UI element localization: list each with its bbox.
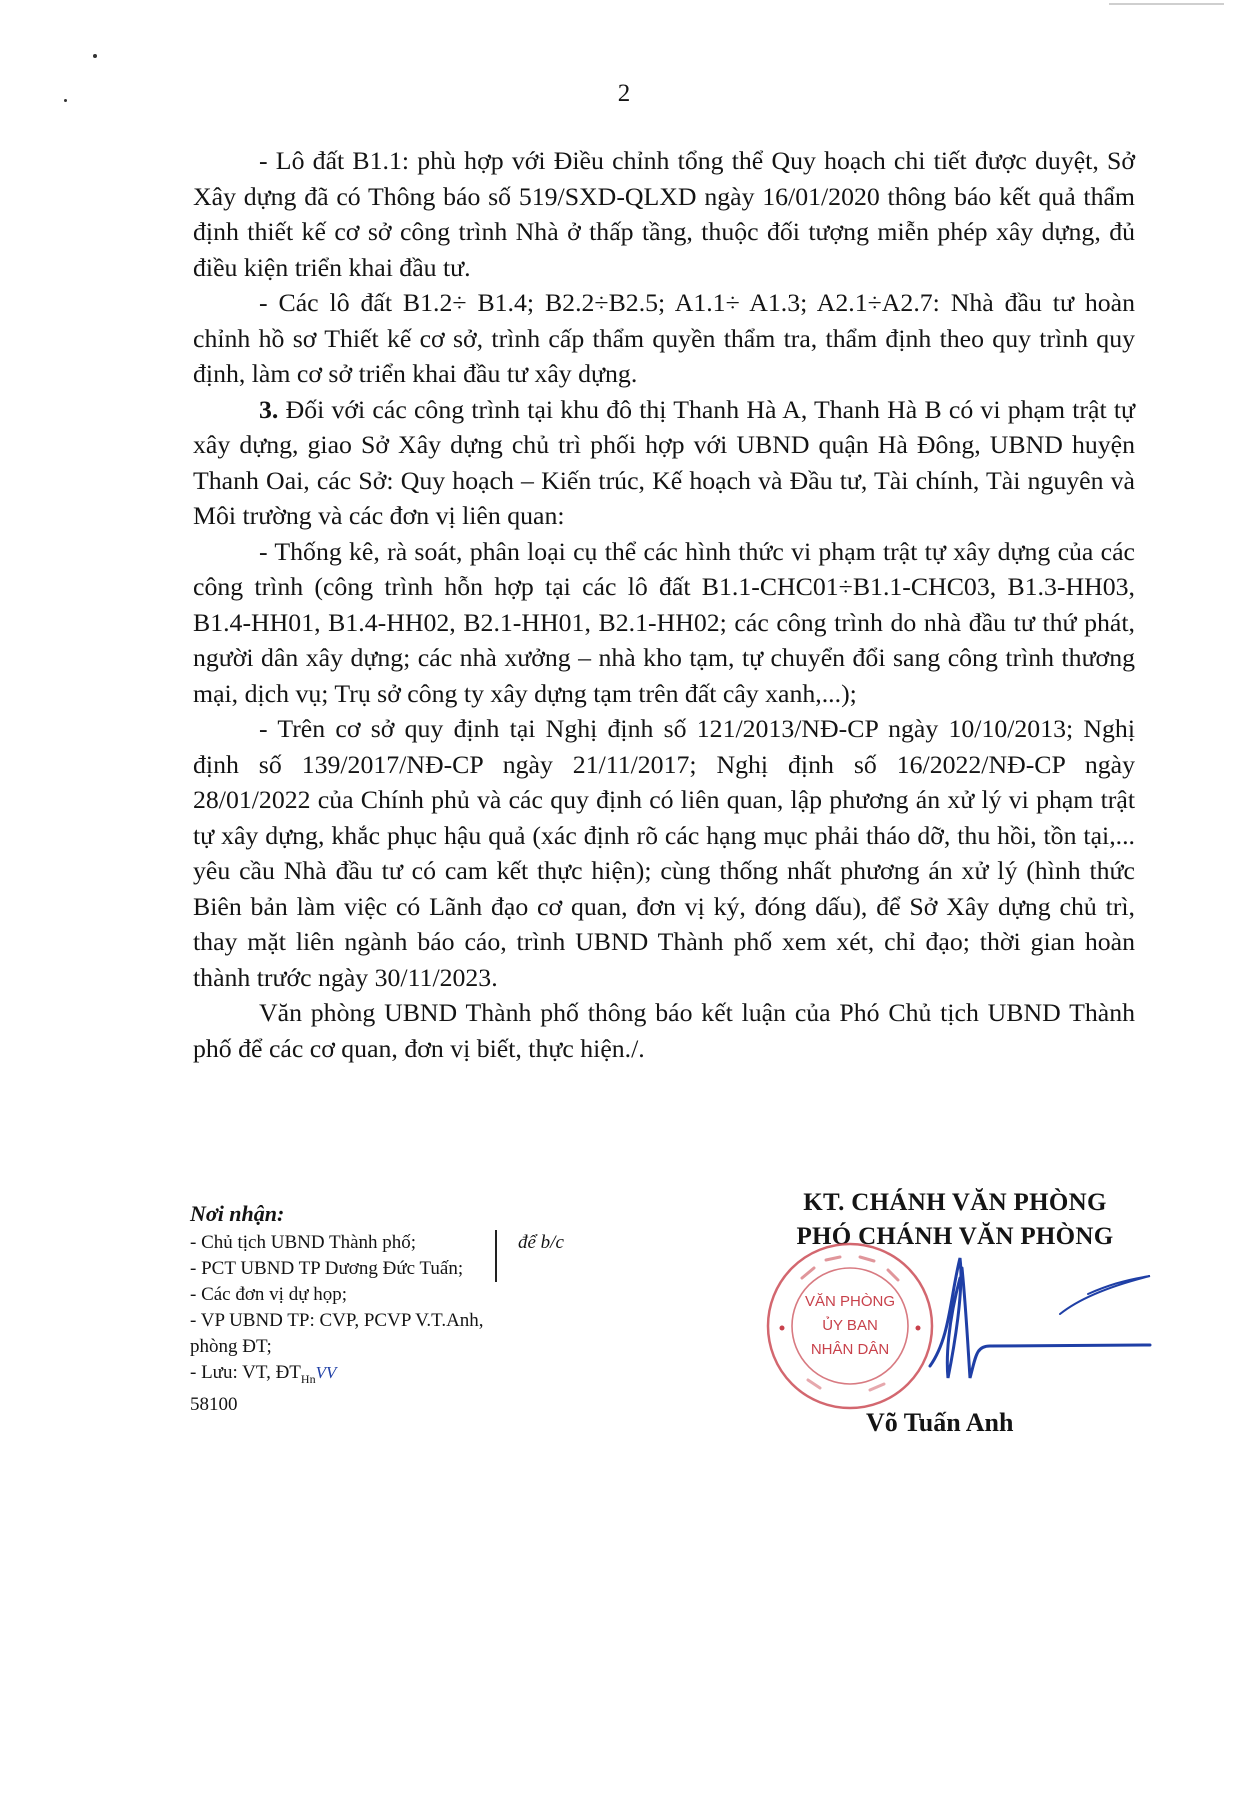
- seal-text-line: VĂN PHÒNG: [804, 1293, 896, 1310]
- scan-edge-line: [1109, 3, 1224, 5]
- paragraph: - Các lô đất B1.2÷ B1.4; B2.2÷B2.5; A1.1÷ A1.3; A2.1÷A2.7: Nhà đầu tư hoàn chỉnh hồ sơ Thiết kế cơ sở, trình cấp thẩm quyền thẩm tra, thẩm định theo quy trình quy định, làm cơ sở triển khai đầu tư xây dựng.: [193, 288, 1135, 388]
- paragraph: Văn phòng UBND Thành phố thông báo kết luận của Phó Chủ tịch UBND Thành phố để các cơ quan, đơn vị biết, thực hiện./.: [193, 998, 1135, 1063]
- recipient-line: phòng ĐT;: [190, 1336, 272, 1357]
- recipient-line: - Chủ tịch UBND Thành phố;: [190, 1232, 417, 1253]
- archive-label: - Lưu: VT, ĐT: [190, 1362, 301, 1383]
- paragraph: [193, 392, 1135, 534]
- recipients-heading: Nơi nhận:: [190, 1201, 285, 1226]
- paragraph: - Trên cơ sở quy định tại Nghị định số 121/2013/NĐ-CP ngày 10/10/2013; Nghị định số 139/2017/NĐ-CP ngày 21/11/2017; Nghị định số 16/2022/NĐ-CP ngày 28/01/2022 của Chính phủ và các quy định có liên quan, lập phương án xử lý vi phạm trật tự xây dựng, khắc phục hậu quả (xác định rõ các hạng mục phải tháo dỡ, thu hồi, tồn tại,... yêu cầu Nhà đầu tư có cam kết thực hiện); cùng thống nhất phương án xử lý (hình thức Biên bản làm việc có Lãnh đạo cơ quan, đơn vị ký, đóng dấu), để Sở Xây dựng chủ trì, thay mặt liên ngành báo cáo, trình UBND Thành phố xem xét, chỉ đạo; thời gian hoàn thành trước ngày 30/11/2023.: [193, 714, 1135, 992]
- bracket-line: [495, 1230, 497, 1282]
- signature-subtitle: PHÓ CHÁNH VĂN PHÒNG: [796, 1223, 1114, 1250]
- recipients-block: [190, 1200, 610, 1418]
- bracket-note: để b/c: [518, 1232, 564, 1253]
- page-number: 2: [617, 80, 631, 107]
- seal-text-line: ỦY BAN: [822, 1317, 878, 1334]
- paragraph: - Thống kê, rà soát, phân loại cụ thể các hình thức vi phạm trật tự xây dựng của các công trình (công trình hỗn hợp tại các lô đất B1.1-CHC01÷B1.1-CHC03, B1.3-HH03, B1.4-HH01, B1.4-HH02, B2.1-HH01, B2.1-HH02; các công trình do nhà đầu tư thứ phát, người dân xây dựng; các nhà xưởng – nhà kho tạm, tự chuyển đổi sang công trình thương mại, dịch vụ; Trụ sở công ty xây dựng tạm trên đất cây xanh,...);: [193, 536, 1135, 708]
- item-number: 3.: [259, 394, 279, 424]
- recipient-line: - Các đơn vị dự họp;: [190, 1284, 348, 1305]
- signature-title: KT. CHÁNH VĂN PHÒNG: [803, 1189, 1107, 1216]
- recipient-line: - VP UBND TP: CVP, PCVP V.T.Anh,: [190, 1310, 484, 1331]
- paragraph: - Lô đất B1.1: phù hợp với Điều chỉnh tổng thể Quy hoạch chi tiết được duyệt, Sở Xây dựng đã có Thông báo số 519/SXD-QLXD ngày 16/01/2020 thông báo kết quả thẩm định thiết kế cơ sở công trình Nhà ở thấp tầng, thuộc đối tượng miễn phép xây dựng, đủ điều kiện triển khai đầu tư.: [193, 146, 1135, 282]
- signer-name: Võ Tuấn Anh: [866, 1408, 1014, 1437]
- recipient-line-archive: [190, 1360, 610, 1392]
- document-code: 58100: [190, 1393, 238, 1415]
- seal-text-line: NHÂN DÂN: [810, 1341, 890, 1358]
- paragraph-text: Đối với các công trình tại khu đô thị Thanh Hà A, Thanh Hà B có vi phạm trật tự xây dựng, giao Sở Xây dựng chủ trì phối hợp với UBND quận Hà Đông, UBND huyện Thanh Oai, các Sở: Quy hoạch – Kiến trúc, Kế hoạch và Đầu tư, Tài chính, Tài nguyên và Môi trường và các đơn vị liên quan:: [193, 394, 1135, 530]
- scan-speck: [93, 54, 97, 58]
- document-body: [193, 143, 1135, 1066]
- archive-subscript: Hn: [300, 1371, 316, 1386]
- handwritten-initials: VV: [315, 1363, 337, 1382]
- recipient-line: - PCT UBND TP Dương Đức Tuấn;: [190, 1258, 464, 1279]
- handwritten-signature-icon: [910, 1228, 1180, 1418]
